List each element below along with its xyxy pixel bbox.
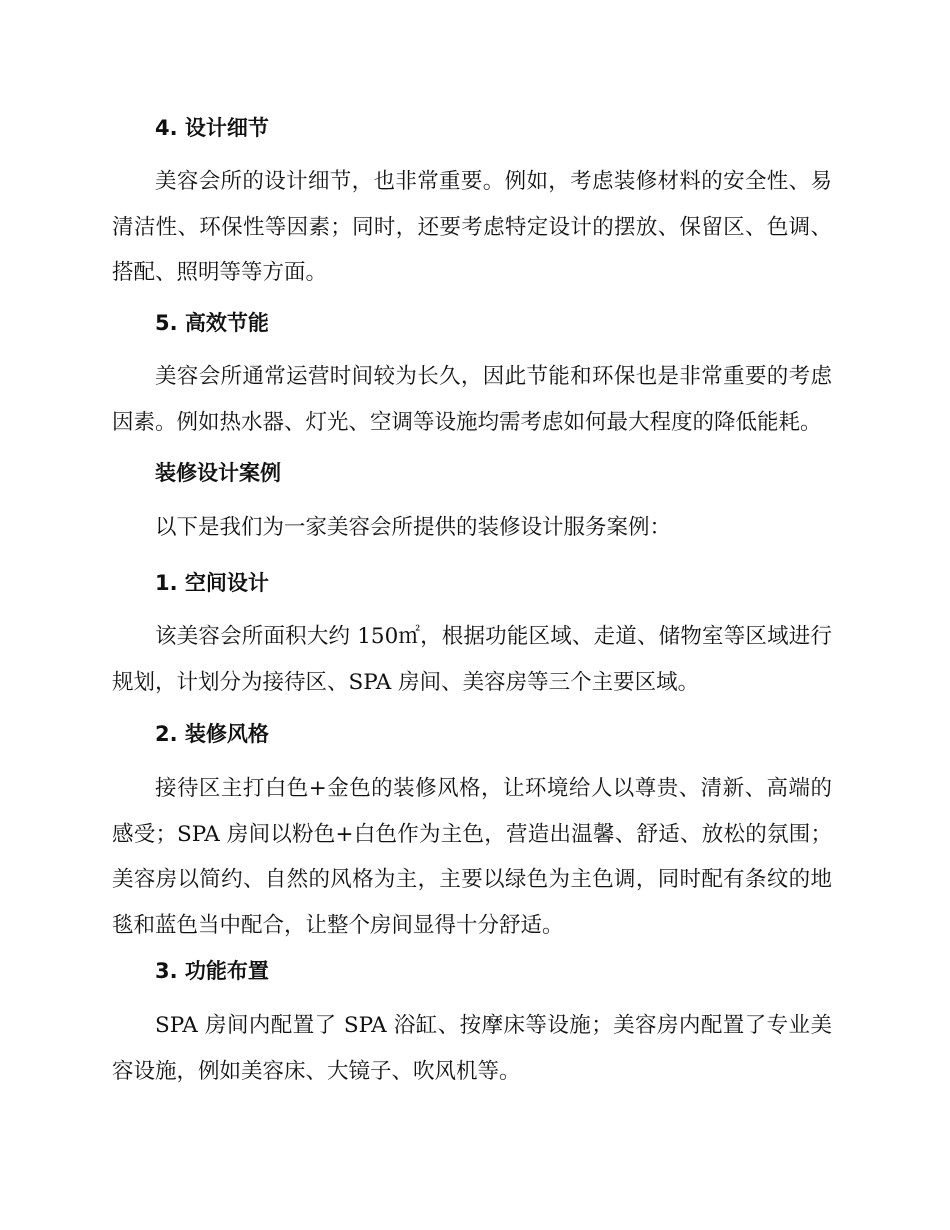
section-heading-design-details: 4. 设计细节: [155, 116, 269, 140]
section-heading-decoration-style: 2. 装修风格: [155, 722, 269, 746]
paragraph-energy-saving: 美容会所通常运营时间较为长久，因此节能和环保也是非常重要的考虑因素。例如热水器、灯光、空调等设施均需考虑如何最大程度的降低能耗。: [112, 364, 832, 435]
paragraph-design-details: 美容会所的设计细节，也非常重要。例如，考虑装修材料的安全性、易清洁性、环保性等因素；同时，还要考虑特定设计的摆放、保留区、色调、搭配、照明等等方面。: [112, 169, 832, 285]
section-heading-space-design: 1. 空间设计: [155, 571, 269, 595]
paragraph-space-design: 该美容会所面积大约 150㎡，根据功能区域、走道、储物室等区域进行规划，计划分为接待区、SPA 房间、美容房等三个主要区域。: [112, 624, 832, 695]
section-heading-function-layout: 3. 功能布置: [155, 959, 269, 983]
section-heading-energy-saving: 5. 高效节能: [155, 311, 269, 335]
paragraph-case-study-intro: 以下是我们为一家美容会所提供的装修设计服务案例：: [155, 515, 672, 540]
paragraph-function-layout: SPA 房间内配置了 SPA 浴缸、按摩床等设施；美容房内配置了专业美容设施，例如美容床、大镜子、吹风机等。: [112, 1013, 832, 1084]
paragraph-decoration-style: 接待区主打白色+金色的装修风格，让环境给人以尊贵、清新、高端的感受；SPA 房间以粉色+白色作为主色，营造出温馨、舒适、放松的氛围；美容房以简约、自然的风格为主，主要以绿色为主色调，同时配有条纹的地毯和蓝色当中配合，让整个房间显得十分舒适。: [112, 776, 832, 938]
section-heading-case-study: 装修设计案例: [155, 461, 281, 485]
